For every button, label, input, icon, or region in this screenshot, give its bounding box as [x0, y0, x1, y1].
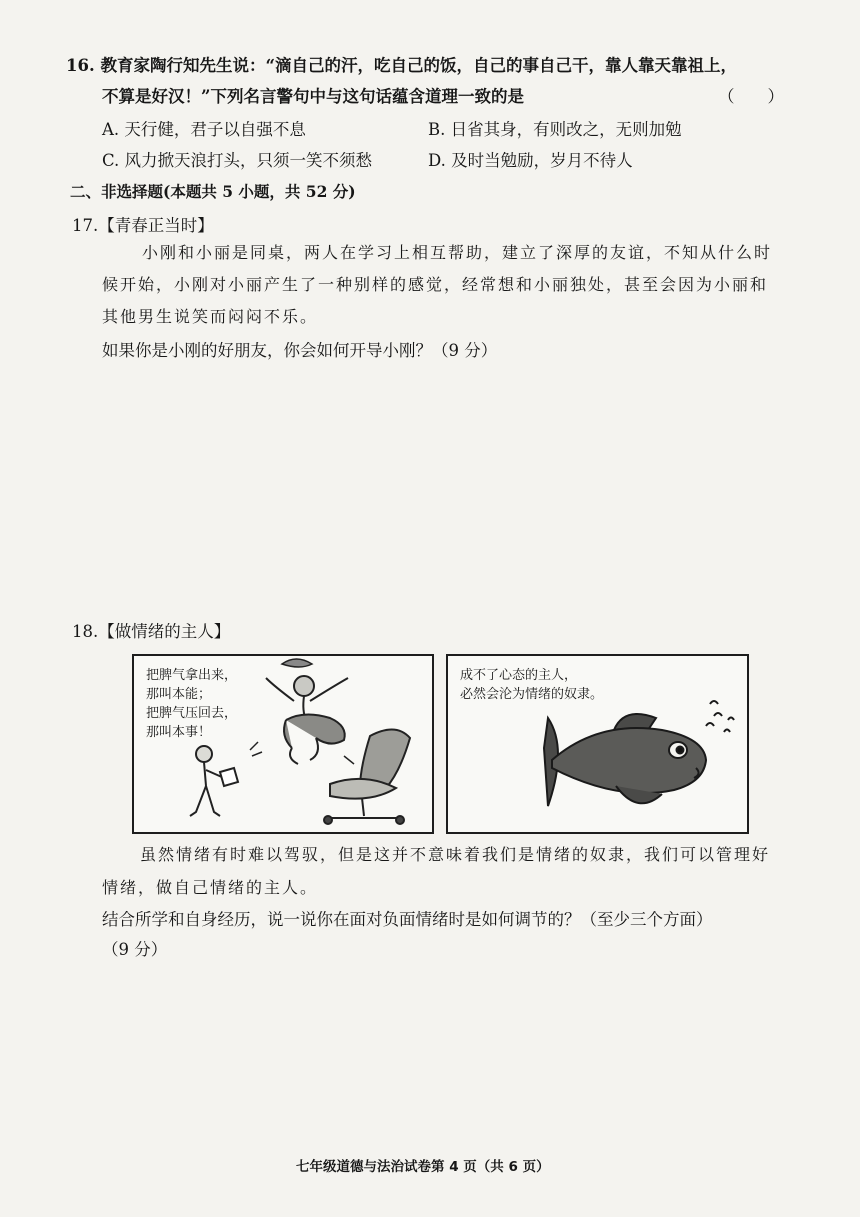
q18-question-line1: 结合所学和自身经历，说一说你在面对负面情绪时是如何调节的？（至少三个方面）: [102, 910, 713, 929]
q18-paragraph-line1: 虽然情绪有时难以驾驭，但是这并不意味着我们是情绪的奴隶，我们可以管理好: [140, 845, 771, 864]
q16-stem-line1: 16. 教育家陶行知先生说：“滴自己的汗，吃自己的饭，自己的事自己干，靠人靠天靠祖上，: [66, 56, 737, 75]
q16-option-b: B. 日省其身，有则改之，无则加勉: [428, 120, 682, 139]
boy-with-paper-icon: [190, 746, 238, 816]
cartoon-left-caption-line4: 那叫本事！: [146, 725, 212, 740]
bubbles-icon: [706, 701, 734, 732]
section2-heading: 二、非选择题(本题共 5 小题，共 52 分): [70, 182, 356, 201]
page-footer: 七年级道德与法治试卷第 4 页（共 6 页）: [296, 1159, 550, 1175]
q17-question: 如果你是小刚的好朋友，你会如何开导小刚？（9 分）: [102, 341, 498, 360]
cartoon-left-caption-line2: 那叫本能；: [146, 687, 212, 702]
q16-option-a: A. 天行健，君子以自强不息: [102, 120, 306, 139]
cartoon-right-caption-line2: 必然会沦为情绪的奴隶。: [460, 687, 604, 702]
cartoon-fish-illustration: [448, 656, 747, 832]
q17-paragraph-line1: 小刚和小丽是同桌，两人在学习上相互帮助，建立了深厚的友谊，不知从什么时: [142, 243, 773, 262]
q16-option-c: C. 风力掀天浪打头，只须一笑不须愁: [102, 151, 373, 170]
jumping-man-icon: [266, 676, 348, 764]
hat-icon: [282, 659, 312, 667]
cartoon-left-caption-line3: 把脾气压回去，: [146, 706, 238, 721]
q16-stem-line2: 不算是好汉！”下列名言警句中与这句话蕴含道理一致的是: [102, 87, 524, 106]
q18-paragraph-line2: 情绪，做自己情绪的主人。: [102, 878, 319, 897]
cartoon-right-caption-line1: 成不了心态的主人，: [460, 668, 578, 683]
cartoon-panel-right: [446, 654, 749, 834]
q18-question-line2: （9 分）: [102, 940, 168, 959]
fish-icon: [544, 714, 706, 806]
q17-paragraph-line2: 候开始，小刚对小丽产生了一种别样的感觉，经常想和小丽独处，甚至会因为小丽和: [102, 275, 769, 294]
q17-label: 17.【青春正当时】: [72, 216, 214, 235]
cartoon-panel-left: [132, 654, 434, 834]
motion-lines: [250, 742, 354, 764]
q17-paragraph-line3: 其他男生说笑而闷闷不乐。: [102, 307, 319, 326]
q16-answer-bracket: （ ）: [718, 87, 784, 106]
q18-label: 18.【做情绪的主人】: [72, 622, 231, 641]
q16-option-d: D. 及时当勉励，岁月不待人: [428, 151, 633, 170]
cartoon-angry-man-illustration: [134, 656, 432, 832]
cartoon-left-caption-line1: 把脾气拿出来，: [146, 668, 238, 683]
